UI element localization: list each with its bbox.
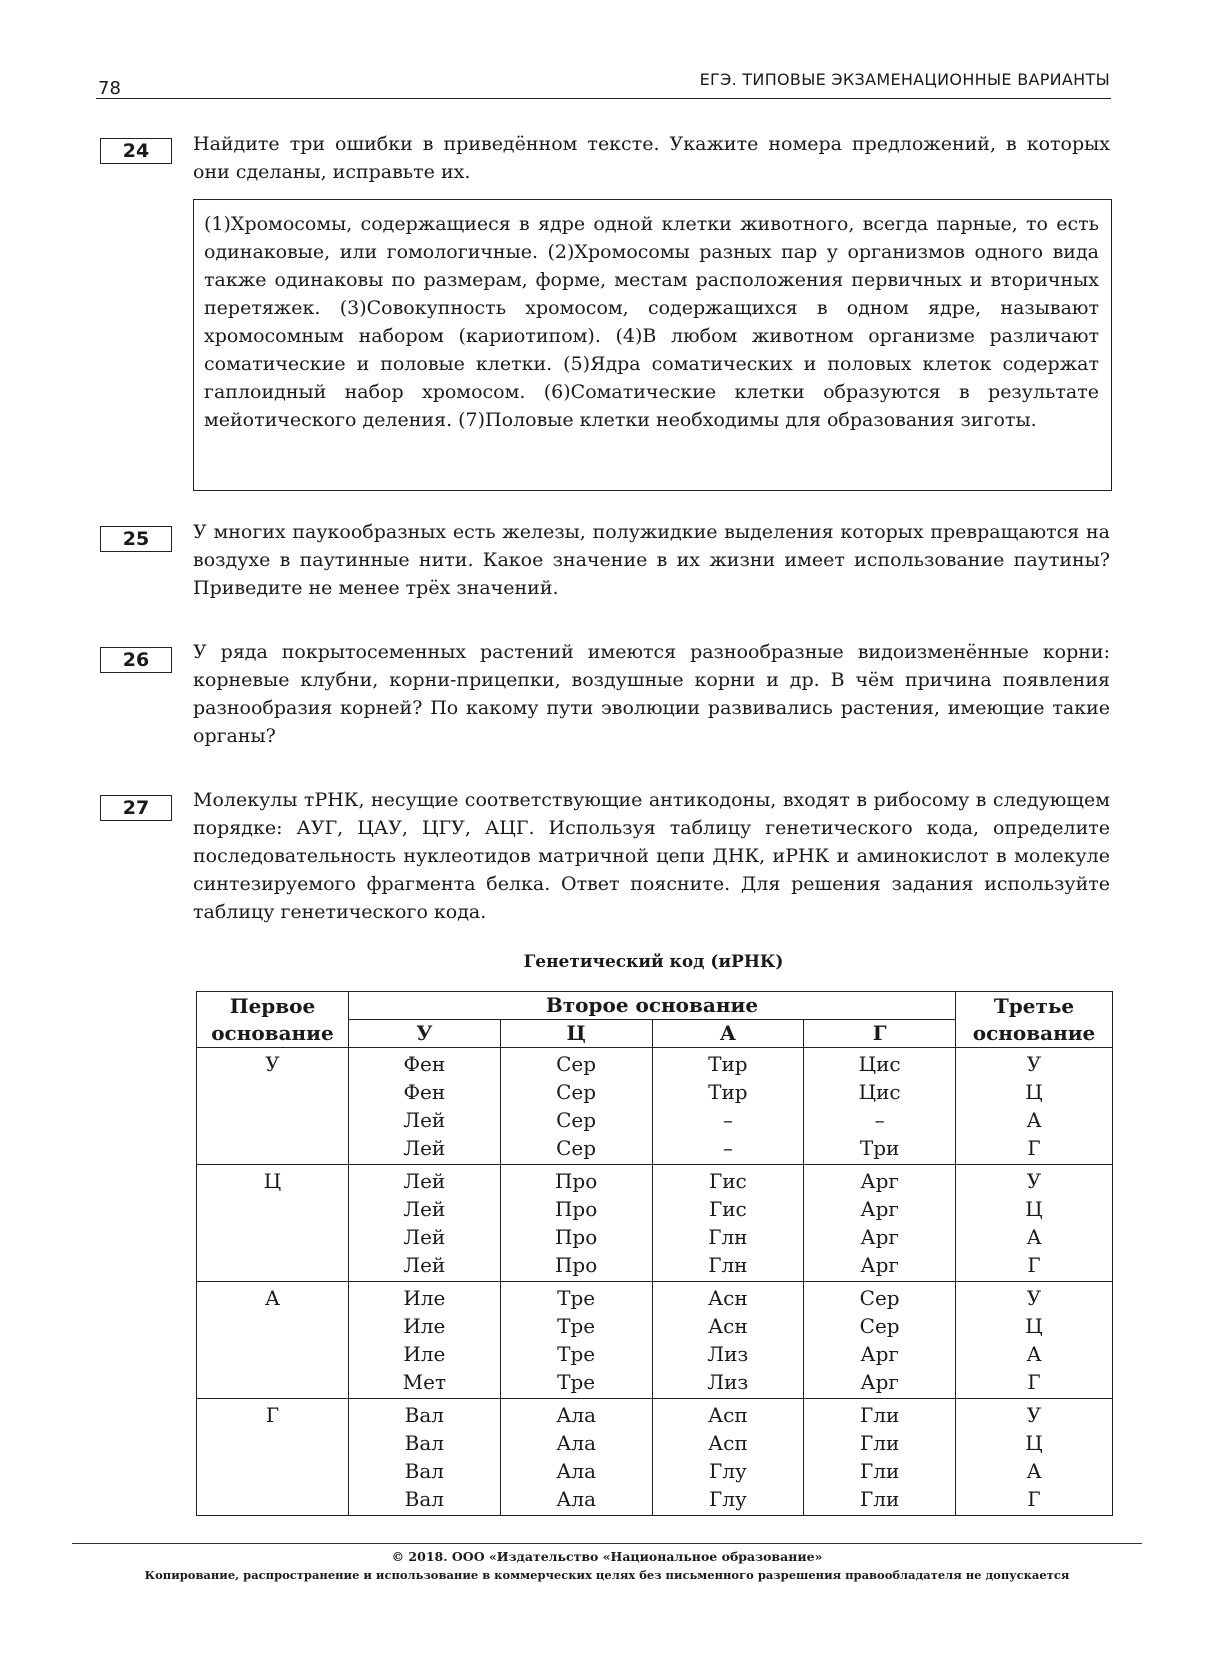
codon-column: Гли Гли Гли Гли [804, 1399, 956, 1516]
header-second-g: Г [804, 1020, 956, 1048]
task-text-26: У ряда покрытосеменных растений имеются разнообразные видоизменённые корни: корневые клубни, корни-прицепки, воздушные корни и др. В чём причина появления разнообразия корней? По какому пути эволюции развивались растения, имеющие такие органы? [193, 641, 1110, 747]
codon-column: Сер Сер Арг Арг [804, 1282, 956, 1399]
codon-column: Про Про Про Про [500, 1165, 652, 1282]
footer-legal-notice: Копирование, распространение и использование в коммерческих целях без письменного разрешения правообладателя не допускается [144, 1568, 1070, 1582]
task-number-26: 26 [100, 647, 172, 673]
task-24-quote-box [193, 199, 1112, 491]
third-base-cell: У Ц А Г [956, 1048, 1113, 1165]
header-rule [96, 98, 1111, 99]
codon-column: Цис Цис – Три [804, 1048, 956, 1165]
codon-column: Фен Фен Лей Лей [348, 1048, 500, 1165]
table-row [197, 1165, 1113, 1282]
task-number-24: 24 [100, 138, 172, 164]
codon-column: Тре Тре Тре Тре [500, 1282, 652, 1399]
first-base-cell: У [197, 1048, 349, 1165]
third-base-cell: У Ц А Г [956, 1282, 1113, 1399]
third-base-cell: У Ц А Г [956, 1399, 1113, 1516]
codon-column: Асн Асн Лиз Лиз [652, 1282, 804, 1399]
third-base-cell: У Ц А Г [956, 1165, 1113, 1282]
header-third-base: Третье основание [956, 992, 1113, 1048]
codon-column: Лей Лей Лей Лей [348, 1165, 500, 1282]
codon-column: Асп Асп Глу Глу [652, 1399, 804, 1516]
table-row [197, 1399, 1113, 1516]
table-caption: Генетический код (иРНК) [523, 952, 784, 972]
codon-column: Ала Ала Ала Ала [500, 1399, 652, 1516]
task-24-quote-text: (1)Хромосомы, содержащиеся в ядре одной клетки животного, всегда парные, то есть одинаковые, или гомологичные. (2)Хромосомы разных пар у организмов одного вида также одинаковы по размерам, форме, местам расположения первичных и вторичных перетяжек. (3)Совокупность хромосом, содержащихся в одном ядре, называют хромосомным набором (кариотипом). (4)В любом животном организме различают соматические и половые клетки. (5)Ядра соматических и половых клеток содержат гаплоидный набор хромосом. (6)Соматические клетки образуются в результате мейотического деления. (7)Половые клетки необходимы для образования зиготы. [204, 213, 1099, 431]
codon-column: Гис Гис Глн Глн [652, 1165, 804, 1282]
table-row [197, 1282, 1113, 1399]
first-base-cell: Г [197, 1399, 349, 1516]
table-row [197, 1048, 1113, 1165]
header-first-base: Первое основание [197, 992, 349, 1048]
page-number: 78 [98, 78, 121, 99]
task-text-25: У многих паукообразных есть железы, полужидкие выделения которых превращаются на воздухе в паутинные нити. Какое значение в их жизни имеет использование паутины? Приведите не менее трёх значений. [193, 521, 1110, 599]
task-number-25: 25 [100, 526, 172, 552]
codon-column: Сер Сер Сер Сер [500, 1048, 652, 1165]
first-base-cell: А [197, 1282, 349, 1399]
first-base-cell: Ц [197, 1165, 349, 1282]
footer-rule [72, 1543, 1142, 1544]
header-second-u: У [348, 1020, 500, 1048]
header-second-c: Ц [500, 1020, 652, 1048]
task-number-27: 27 [100, 795, 172, 821]
codon-column: Тир Тир – – [652, 1048, 804, 1165]
genetic-code-table [196, 991, 1113, 1516]
running-head: ЕГЭ. ТИПОВЫЕ ЭКЗАМЕНАЦИОННЫЕ ВАРИАНТЫ [699, 70, 1110, 89]
footer-copyright: © 2018. ООО «Издательство «Национальное образование» [391, 1549, 823, 1564]
codon-column: Иле Иле Иле Мет [348, 1282, 500, 1399]
header-second-base: Второе основание [348, 992, 955, 1020]
codon-column: Арг Арг Арг Арг [804, 1165, 956, 1282]
task-text-24: Найдите три ошибки в приведённом тексте. Укажите номера предложений, в которых они сделаны, исправьте их. [193, 133, 1110, 183]
codon-column: Вал Вал Вал Вал [348, 1399, 500, 1516]
task-text-27: Молекулы тРНК, несущие соответствующие антикодоны, входят в рибосому в следующем порядке: АУГ, ЦАУ, ЦГУ, АЦГ. Используя таблицу генетического кода, определите последовательность нуклеотидов матричной цепи ДНК, иРНК и аминокислот в молекуле синтезируемого фрагмента белка. Ответ поясните. Для решения задания используйте таблицу генетического кода. [193, 789, 1110, 923]
header-second-a: А [652, 1020, 804, 1048]
